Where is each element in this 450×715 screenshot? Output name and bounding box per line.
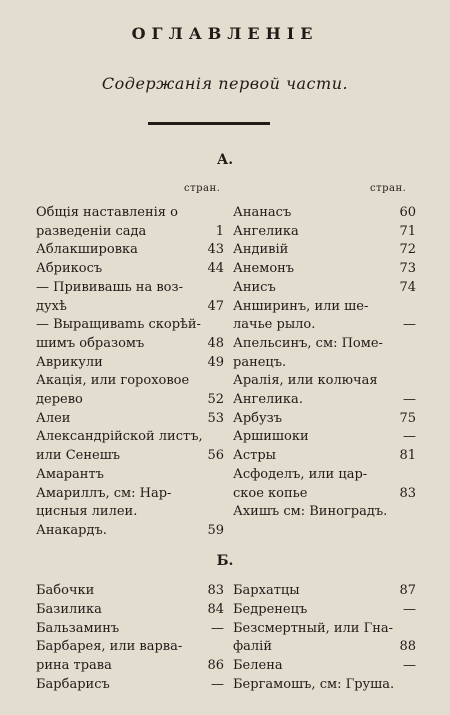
toc-entry xyxy=(36,502,224,522)
toc-entry xyxy=(233,371,416,391)
toc-entry xyxy=(233,353,416,373)
toc-entry xyxy=(36,409,224,429)
toc-entry-text: Акація, или гороховое xyxy=(36,373,190,388)
toc-entry-text: Аблакшировка xyxy=(36,242,138,257)
toc-entry xyxy=(36,222,224,242)
toc-entry-page: 81 xyxy=(399,448,416,463)
toc-entry-text: Бергамошъ, см: Груша. xyxy=(233,677,395,692)
toc-entry-page: 86 xyxy=(207,658,224,673)
toc-entry-text: Бальзаминъ xyxy=(36,621,120,636)
toc-entry-page: 73 xyxy=(399,261,416,276)
toc-entry xyxy=(233,278,416,298)
toc-entry-text: духѣ xyxy=(36,299,67,314)
toc-entry xyxy=(36,259,224,279)
toc-entry xyxy=(233,581,416,601)
toc-entry xyxy=(36,427,224,447)
section-letter-a: А. xyxy=(216,152,234,168)
toc-entry-page: — xyxy=(403,317,416,332)
toc-entry xyxy=(233,259,416,279)
toc-entry xyxy=(36,334,224,354)
toc-entry-page: 84 xyxy=(207,602,224,617)
toc-entry xyxy=(36,484,224,504)
toc-entry-page: 56 xyxy=(207,448,224,463)
toc-entry xyxy=(36,581,224,601)
toc-entry xyxy=(233,203,416,223)
toc-entry-text: Алеи xyxy=(36,411,71,426)
toc-entry-text: Аршишоки xyxy=(233,429,309,444)
toc-entry-text: Асфоделъ, или цар- xyxy=(233,467,368,482)
toc-entry-page: 71 xyxy=(399,224,416,239)
toc-entry-page: 1 xyxy=(215,224,224,239)
toc-entry xyxy=(36,240,224,260)
toc-entry xyxy=(233,675,416,695)
toc-entry-text: лачье рыло. xyxy=(233,317,316,332)
toc-entry xyxy=(36,656,224,676)
toc-entry-text: Анширинъ, или ше- xyxy=(233,299,369,314)
toc-entry-text: Ананасъ xyxy=(233,205,292,220)
toc-entry-page: 43 xyxy=(207,242,224,257)
toc-entry xyxy=(233,427,416,447)
toc-entry-page: 52 xyxy=(207,392,224,407)
toc-entry-page: 88 xyxy=(399,639,416,654)
toc-entry-text: Анисъ xyxy=(233,280,276,295)
toc-entry-text: Бабочки xyxy=(36,583,95,598)
toc-entry-text: — Выращиваmь скорѣй- xyxy=(36,317,201,332)
toc-entry-page: — xyxy=(403,392,416,407)
toc-entry-text: Аврикули xyxy=(36,355,103,370)
toc-entry xyxy=(233,484,416,504)
toc-entry-page: — xyxy=(403,429,416,444)
toc-entry-text: или Сенешъ xyxy=(36,448,121,463)
toc-entry-text: Амариллъ, см: Нар- xyxy=(36,486,172,501)
toc-entry-text: Ангелика. xyxy=(233,392,303,407)
toc-entry-text: шимъ образомъ xyxy=(36,336,145,351)
toc-entry-text: Абрикосъ xyxy=(36,261,103,276)
toc-entry xyxy=(233,334,416,354)
toc-entry xyxy=(36,371,224,391)
toc-entry-text: Белена xyxy=(233,658,283,673)
toc-entry-text: Аралія, или колючая xyxy=(233,373,378,388)
toc-entry xyxy=(233,465,416,485)
toc-entry-text: Бедренецъ xyxy=(233,602,308,617)
toc-entry-text: дерево xyxy=(36,392,83,407)
toc-entry xyxy=(233,409,416,429)
toc-entry xyxy=(233,315,416,335)
toc-entry xyxy=(233,656,416,676)
toc-entry-text: Анакардъ. xyxy=(36,523,107,538)
column-header-left: стран. xyxy=(184,183,221,194)
toc-entry xyxy=(36,446,224,466)
toc-entry-text: ское копье xyxy=(233,486,308,501)
toc-entry-page: 47 xyxy=(207,299,224,314)
toc-entry-page: 49 xyxy=(207,355,224,370)
toc-entry-page: 59 xyxy=(207,523,224,538)
toc-entry-page: 53 xyxy=(207,411,224,426)
toc-entry-text: ранецъ. xyxy=(233,355,287,370)
toc-entry xyxy=(233,619,416,639)
toc-entry xyxy=(36,297,224,317)
toc-entry-text: — Прививашь на воз- xyxy=(36,280,183,295)
toc-entry-text: цисныя лилеи. xyxy=(36,504,138,519)
toc-entry xyxy=(233,222,416,242)
section-letter-b: Б. xyxy=(216,553,234,569)
toc-entry xyxy=(233,390,416,410)
toc-entry-page: 83 xyxy=(207,583,224,598)
toc-entry-page: 75 xyxy=(399,411,416,426)
toc-entry-text: Амарантъ xyxy=(36,467,104,482)
toc-entry xyxy=(233,297,416,317)
toc-entry-page: 83 xyxy=(399,486,416,501)
toc-entry xyxy=(36,353,224,373)
toc-entry-text: Бархатцы xyxy=(233,583,300,598)
toc-entry xyxy=(36,521,224,541)
toc-entry xyxy=(233,502,416,522)
toc-entry-text: Барбарисъ xyxy=(36,677,110,692)
toc-entry-text: Александрійской листъ, xyxy=(36,429,203,444)
toc-entry xyxy=(36,675,224,695)
toc-entry xyxy=(233,240,416,260)
toc-entry-text: Апельсинъ, см: Поме- xyxy=(233,336,383,351)
page-title: ОГЛАВЛЕНІЕ xyxy=(131,24,319,43)
toc-entry-page: 87 xyxy=(399,583,416,598)
toc-entry xyxy=(36,315,224,335)
toc-entry xyxy=(233,637,416,657)
toc-entry-text: Анемонъ xyxy=(233,261,295,276)
toc-entry xyxy=(36,465,224,485)
toc-entry-page: 74 xyxy=(399,280,416,295)
toc-entry-text: фалій xyxy=(233,639,273,654)
toc-entry xyxy=(36,390,224,410)
toc-entry xyxy=(36,203,224,223)
toc-entry-page: 60 xyxy=(399,205,416,220)
toc-entry xyxy=(233,446,416,466)
toc-entry-text: Общія наставленія о xyxy=(36,205,178,220)
page-subtitle: Содержанія первой части. xyxy=(101,74,349,93)
toc-entry-page: 44 xyxy=(207,261,224,276)
toc-entry-page: — xyxy=(211,677,224,692)
toc-entry-text: Барбарея, или варва- xyxy=(36,639,183,654)
toc-entry-page: 72 xyxy=(399,242,416,257)
column-header-right: стран. xyxy=(370,183,407,194)
toc-entry-text: Ахишъ см: Виноградъ. xyxy=(233,504,388,519)
toc-entry xyxy=(36,278,224,298)
toc-entry-text: Андивій xyxy=(233,242,289,257)
toc-entry-text: Ангелика xyxy=(233,224,299,239)
toc-entry-text: Астры xyxy=(233,448,276,463)
toc-entry-text: Базилика xyxy=(36,602,102,617)
toc-entry-text: Арбузъ xyxy=(233,411,283,426)
toc-entry-page: 48 xyxy=(207,336,224,351)
toc-entry xyxy=(36,600,224,620)
toc-entry xyxy=(36,619,224,639)
toc-entry-page: — xyxy=(211,621,224,636)
toc-entry-text: Безсмертный, или Гна- xyxy=(233,621,394,636)
toc-entry xyxy=(36,637,224,657)
toc-entry-text: разведеніи сада xyxy=(36,224,147,239)
toc-entry-text: рина трава xyxy=(36,658,112,673)
toc-entry-page: — xyxy=(403,602,416,617)
toc-entry xyxy=(233,600,416,620)
toc-entry-page: — xyxy=(403,658,416,673)
